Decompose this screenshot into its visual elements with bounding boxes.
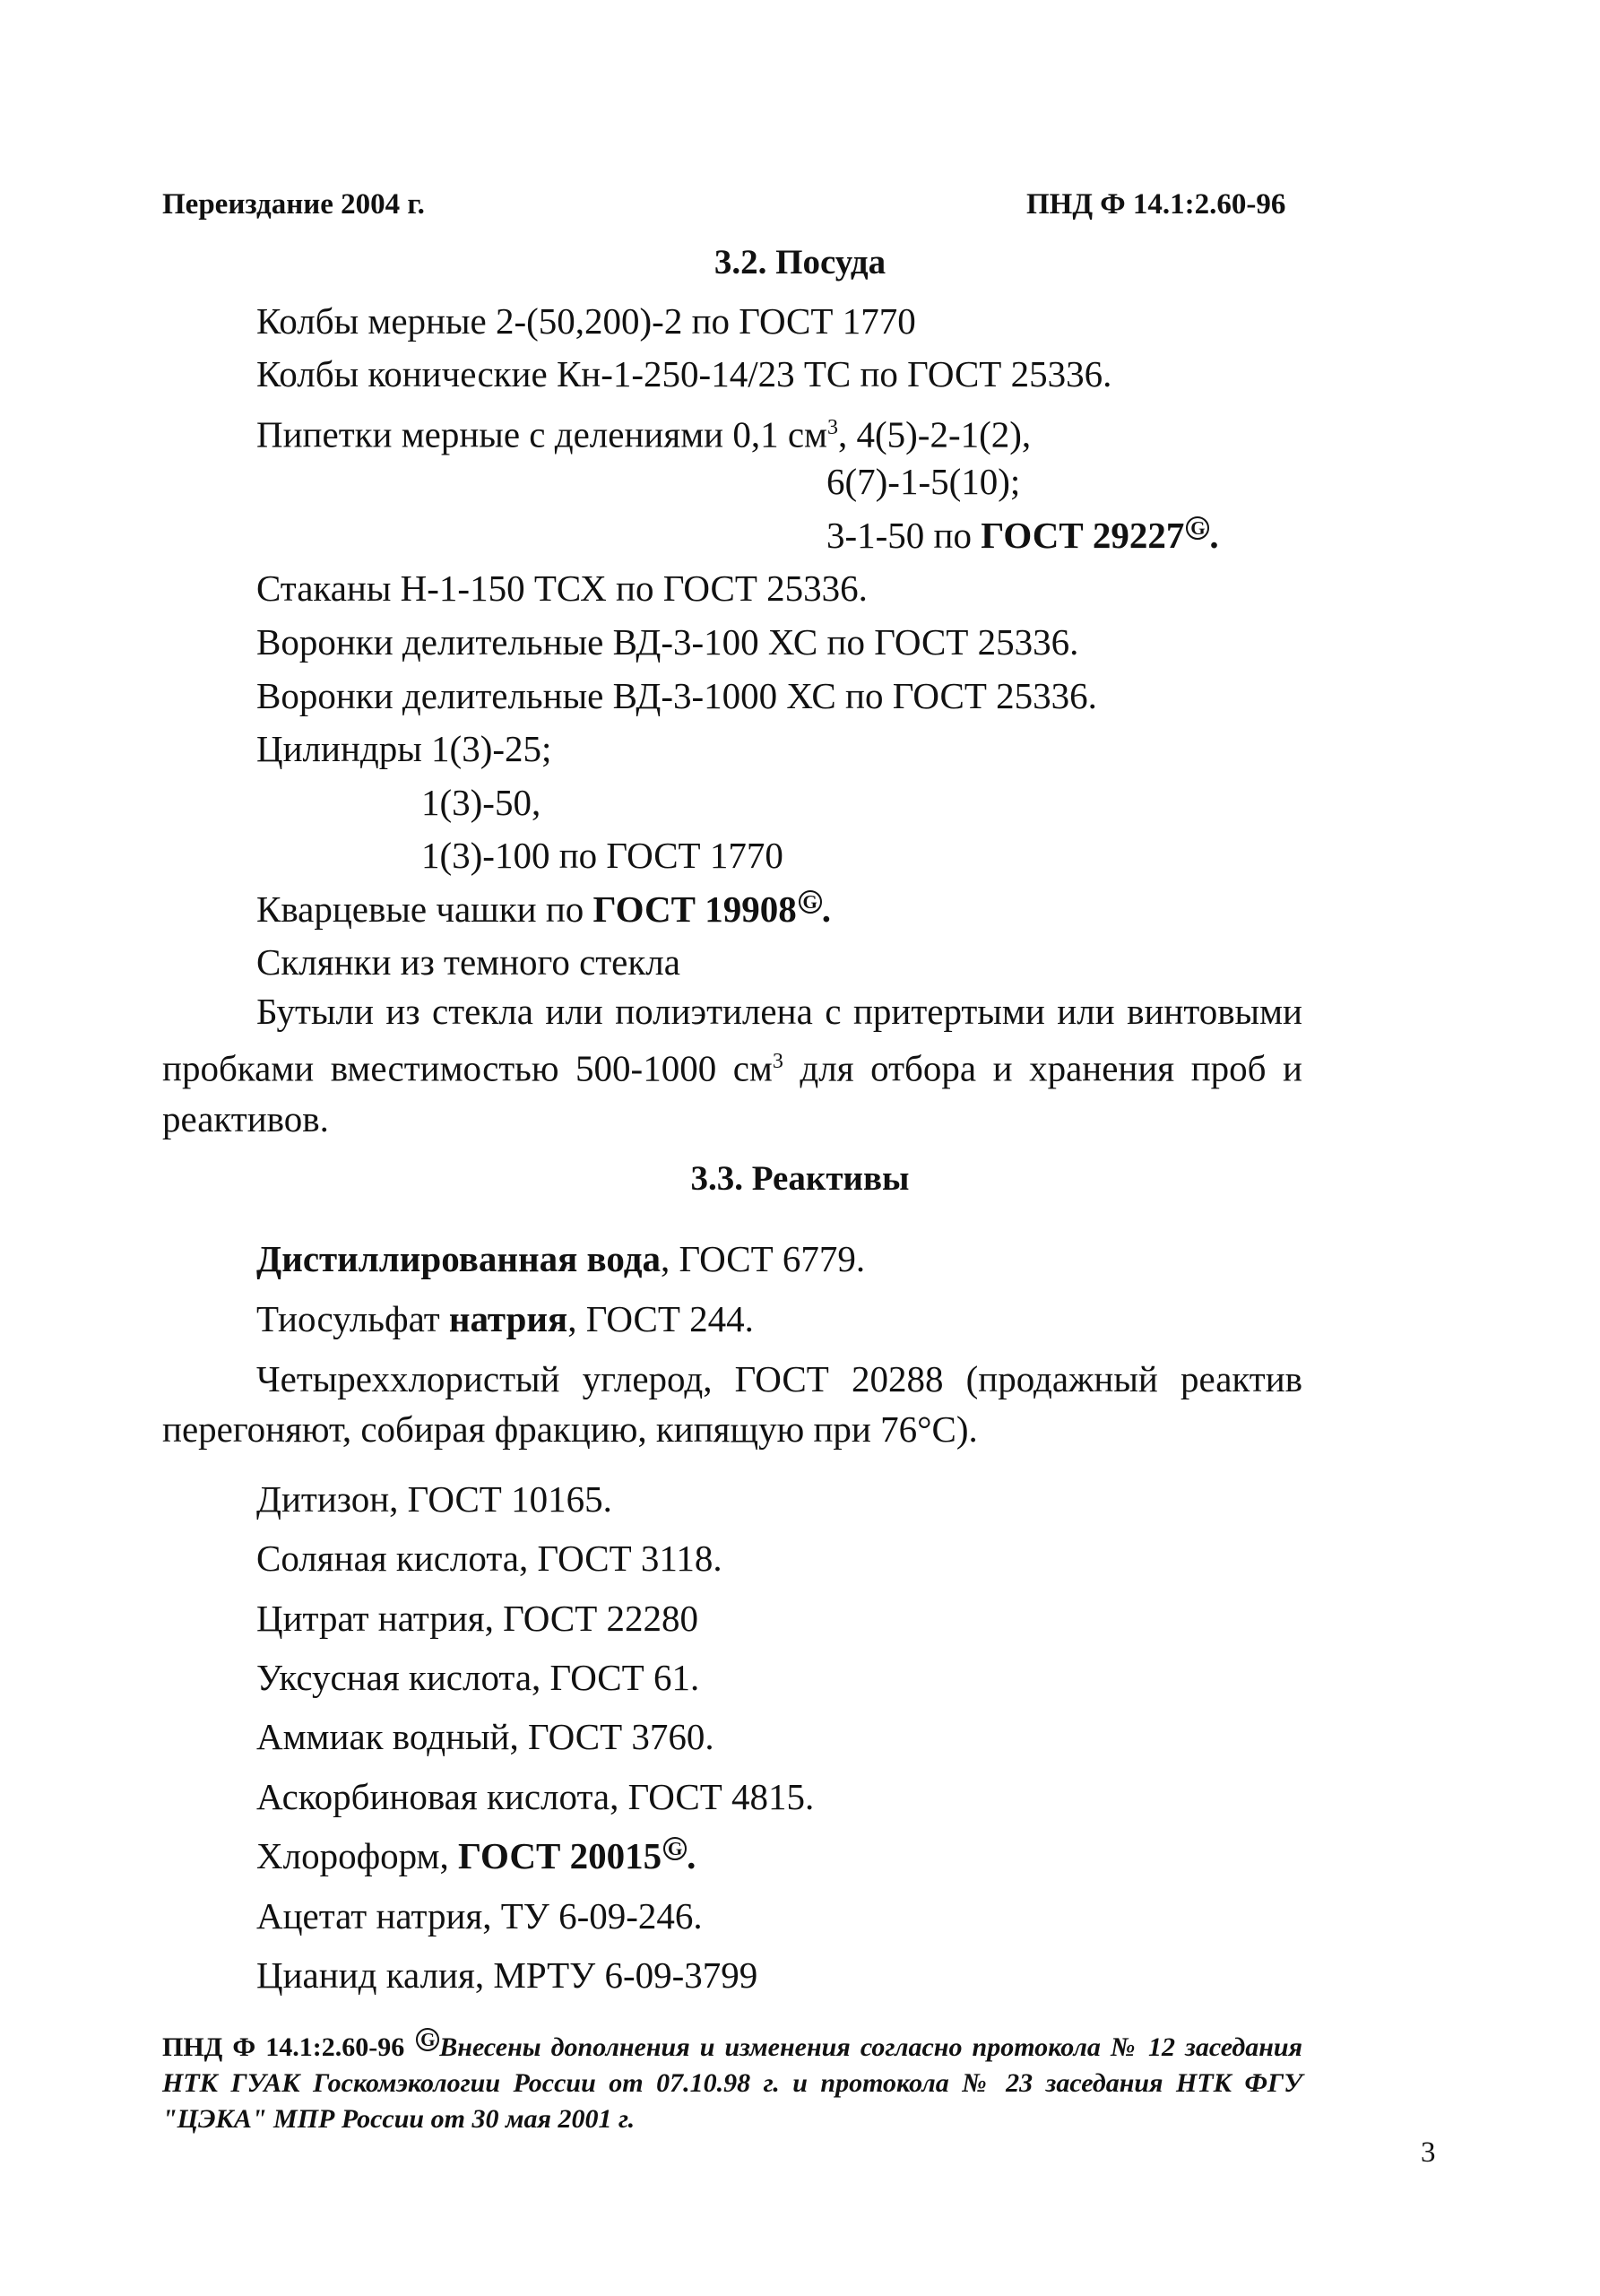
text: Хлороформ,	[256, 1835, 458, 1876]
reagent-sodium-citrate: Цитрат натрия, ГОСТ 22280	[256, 1598, 699, 1639]
superscript: 3	[826, 416, 838, 439]
section-title-3-3: 3.3. Реактивы	[690, 1159, 910, 1198]
superscript: 3	[772, 1050, 783, 1073]
reagent-dithizone: Дитизон, ГОСТ 10165.	[256, 1478, 612, 1520]
reagent-ascorbic-acid: Аскорбиновая кислота, ГОСТ 4815.	[256, 1776, 815, 1817]
item-funnel-1000: Воронки делительные ВД-3-1000 ХС по ГОСТ 25336.	[256, 675, 1097, 716]
amendment-mark-icon: G	[416, 2028, 439, 2051]
text: .	[1209, 515, 1219, 556]
page-number: 3	[1421, 2136, 1436, 2169]
reagent-distilled-water	[256, 1236, 865, 1281]
item-cylinders-2: 1(3)-50,	[421, 782, 541, 823]
text: .	[687, 1835, 696, 1876]
amendment-mark-icon: G	[799, 890, 822, 914]
item-funnel-100: Воронки делительные ВД-3-100 ХС по ГОСТ 25336.	[256, 621, 1079, 663]
reagent-potassium-cyanide: Цианид калия, МРТУ 6-09-3799	[256, 1954, 758, 1996]
footnote-doc-code: ПНД Ф 14.1:2.60-96	[162, 2032, 415, 2062]
text: Бутыли из стекла или полиэтилена с притертыми или винтовыми пробками вместимостью 500-1000 см	[162, 991, 1302, 1089]
reagent-ammonia: Аммиак водный, ГОСТ 3760.	[256, 1716, 714, 1757]
amendment-mark-icon: G	[1186, 516, 1209, 540]
item-pipettes-3	[826, 513, 1219, 558]
text: натрия	[448, 1298, 568, 1339]
item-cylinders-3: 1(3)-100 по ГОСТ 1770	[421, 835, 783, 876]
text: , ГОСТ 6779.	[660, 1238, 866, 1279]
item-conical-flasks: Колбы конические Кн-1-250-14/23 ТС по ГОСТ 25336.	[256, 353, 1112, 394]
text: Пипетки мерные с делениями 0,1 см	[256, 413, 827, 455]
text: Тиосульфат	[256, 1298, 449, 1339]
header-doc-code: ПНД Ф 14.1:2.60-96	[1026, 188, 1286, 221]
reagent-acetic-acid: Уксусная кислота, ГОСТ 61.	[256, 1657, 700, 1698]
amendment-mark-icon: G	[663, 1837, 687, 1860]
header-left: Переиздание 2004 г.	[162, 188, 425, 221]
item-dark-bottles: Склянки из темного стекла	[256, 941, 680, 983]
item-volumetric-flasks: Колбы мерные 2-(50,200)-2 по ГОСТ 1770	[256, 300, 916, 342]
text: , ГОСТ 244.	[567, 1298, 754, 1339]
reagent-sodium-acetate: Ацетат натрия, ТУ 6-09-246.	[256, 1895, 703, 1936]
section-title-3-2: 3.2. Посуда	[714, 243, 886, 282]
text: для отбора и хранения проб и реактивов.	[162, 1047, 1302, 1139]
text: Дистиллированная вода	[256, 1238, 661, 1279]
text: .	[821, 888, 831, 930]
text: , 4(5)-2-1(2),	[837, 413, 1032, 455]
standard-ref: ГОСТ 29227	[981, 515, 1185, 556]
item-pipettes-2: 6(7)-1-5(10);	[826, 461, 1021, 502]
item-cylinders: Цилиндры 1(3)-25;	[256, 728, 552, 769]
footnote-text: Внесены дополнения и изменения согласно протокола № 12 заседания НТК ГУАК Госкомэкологии России от 07.10.98 г. и протокола № 23 заседания НТК ФГУ "ЦЭКА" МПР России от 30 мая 2001 г.	[162, 2032, 1302, 2134]
reagent-carbon-tetrachloride: Четыреххлористый углерод, ГОСТ 20288 (продажный реактив перегоняют, собирая фракцию, кипящую при 76°С).	[162, 1358, 1302, 1450]
item-beakers: Стаканы Н-1-150 ТСХ по ГОСТ 25336.	[256, 568, 868, 609]
standard-ref: ГОСТ 19908	[592, 888, 797, 930]
standard-ref: ГОСТ 20015	[457, 1835, 662, 1876]
reagent-chloroform	[256, 1833, 696, 1878]
reagent-thiosulfate	[256, 1296, 754, 1341]
text: Кварцевые чашки по	[256, 888, 593, 930]
text: 3-1-50 по	[826, 515, 982, 556]
paragraph-bottles	[162, 986, 1302, 1144]
reagent-hydrochloric-acid: Соляная кислота, ГОСТ 3118.	[256, 1538, 722, 1579]
item-pipettes	[256, 405, 1031, 457]
item-quartz-dishes	[256, 887, 831, 931]
footnote	[162, 2028, 1302, 2137]
